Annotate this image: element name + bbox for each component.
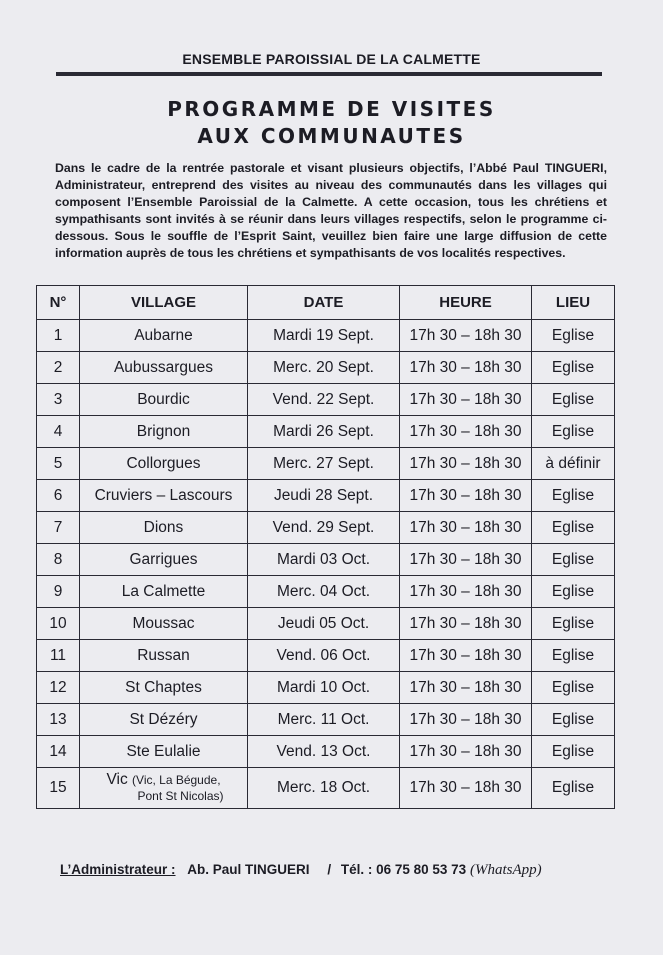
- table-row: [37, 352, 615, 384]
- table-row: [37, 544, 615, 576]
- header-number: N°: [37, 286, 80, 320]
- table-row: [37, 448, 615, 480]
- cell-lieu: Eglise: [532, 576, 615, 608]
- village-note: Pont St Nicolas): [137, 789, 224, 803]
- table-row: [37, 768, 615, 809]
- cell-date: Mardi 10 Oct.: [248, 672, 400, 704]
- cell-village: Aubarne: [80, 320, 248, 352]
- cell-lieu: Eglise: [532, 608, 615, 640]
- cell-village: Dions: [80, 512, 248, 544]
- header-village: VILLAGE: [80, 286, 248, 320]
- cell-date: Merc. 20 Sept.: [248, 352, 400, 384]
- table-row: [37, 416, 615, 448]
- footer-signature: [60, 862, 620, 879]
- village-name: Vic: [106, 771, 128, 788]
- table-row: [37, 512, 615, 544]
- cell-number: 2: [37, 352, 80, 384]
- parish-header: ENSEMBLE PAROISSIAL DE LA CALMETTE: [182, 51, 481, 67]
- cell-village: Brignon: [80, 416, 248, 448]
- cell-lieu: Eglise: [532, 768, 615, 809]
- cell-number: 3: [37, 384, 80, 416]
- cell-lieu: à définir: [532, 448, 615, 480]
- cell-date: Mardi 26 Sept.: [248, 416, 400, 448]
- administrator-name: Ab. Paul TINGUERI: [187, 862, 310, 877]
- cell-lieu: Eglise: [532, 640, 615, 672]
- cell-lieu: Eglise: [532, 736, 615, 768]
- cell-date: Mardi 03 Oct.: [248, 544, 400, 576]
- cell-date: Merc. 04 Oct.: [248, 576, 400, 608]
- cell-heure: 17h 30 – 18h 30: [400, 384, 532, 416]
- cell-date: Merc. 18 Oct.: [248, 768, 400, 809]
- cell-heure: 17h 30 – 18h 30: [400, 576, 532, 608]
- village-note: (Vic, La Bégude,: [132, 773, 221, 787]
- cell-number: 6: [37, 480, 80, 512]
- cell-village: Ste Eulalie: [80, 736, 248, 768]
- cell-date: Jeudi 05 Oct.: [248, 608, 400, 640]
- cell-date: Vend. 22 Sept.: [248, 384, 400, 416]
- cell-heure: 17h 30 – 18h 30: [400, 736, 532, 768]
- cell-lieu: Eglise: [532, 320, 615, 352]
- cell-number: 5: [37, 448, 80, 480]
- table-row: [37, 704, 615, 736]
- title-line-1: PROGRAMME DE VISITES: [167, 97, 496, 121]
- cell-number: 7: [37, 512, 80, 544]
- cell-village: Collorgues: [80, 448, 248, 480]
- header-date: DATE: [248, 286, 400, 320]
- header-heure: HEURE: [400, 286, 532, 320]
- cell-lieu: Eglise: [532, 512, 615, 544]
- cell-lieu: Eglise: [532, 672, 615, 704]
- cell-heure: 17h 30 – 18h 30: [400, 768, 532, 809]
- cell-date: Vend. 29 Sept.: [248, 512, 400, 544]
- cell-heure: 17h 30 – 18h 30: [400, 352, 532, 384]
- cell-date: Jeudi 28 Sept.: [248, 480, 400, 512]
- table-row: [37, 384, 615, 416]
- cell-number: 15: [37, 768, 80, 809]
- phone-number: Tél. : 06 75 80 53 73: [340, 862, 467, 877]
- cell-village: Aubussargues: [80, 352, 248, 384]
- table-row: [37, 320, 615, 352]
- cell-village: Cruviers – Lascours: [80, 480, 248, 512]
- cell-heure: 17h 30 – 18h 30: [400, 608, 532, 640]
- cell-village: Russan: [80, 640, 248, 672]
- header-rule: [56, 72, 602, 76]
- cell-lieu: Eglise: [532, 416, 615, 448]
- cell-heure: 17h 30 – 18h 30: [400, 448, 532, 480]
- cell-village: St Dézéry: [80, 704, 248, 736]
- cell-lieu: Eglise: [532, 480, 615, 512]
- cell-number: 11: [37, 640, 80, 672]
- cell-village: La Calmette: [80, 576, 248, 608]
- intro-paragraph: Dans le cadre de la rentrée pastorale et visant plusieurs objectifs, l’Abbé Paul TINGUERI, Administrateur, entreprend des visites au niveau des communautés dans les villages qui composent l’Ensemble Paroissial de la Calmette. A cette occasion, tous les chrétiens et sympathisants sont invités à se réunir dans leurs villages respectifs, selon le programme ci-dessous. Sous le souffle de l’Esprit Saint, veuillez bien faire une large diffusion de cette information auprès de tous les chrétiens et sympathisants de vos localités respectives.: [55, 161, 607, 260]
- cell-lieu: Eglise: [532, 704, 615, 736]
- cell-heure: 17h 30 – 18h 30: [400, 544, 532, 576]
- table-row: [37, 480, 615, 512]
- cell-village: Garrigues: [80, 544, 248, 576]
- header-lieu: LIEU: [532, 286, 615, 320]
- cell-heure: 17h 30 – 18h 30: [400, 512, 532, 544]
- cell-number: 1: [37, 320, 80, 352]
- table-row: [37, 608, 615, 640]
- table-row: [37, 576, 615, 608]
- cell-number: 8: [37, 544, 80, 576]
- cell-lieu: Eglise: [532, 352, 615, 384]
- cell-number: 10: [37, 608, 80, 640]
- cell-date: Vend. 13 Oct.: [248, 736, 400, 768]
- cell-heure: 17h 30 – 18h 30: [400, 416, 532, 448]
- visit-schedule-table: [36, 285, 615, 809]
- cell-village: St Chaptes: [80, 672, 248, 704]
- cell-heure: 17h 30 – 18h 30: [400, 672, 532, 704]
- cell-lieu: Eglise: [532, 544, 615, 576]
- table-row: [37, 736, 615, 768]
- cell-heure: 17h 30 – 18h 30: [400, 704, 532, 736]
- cell-village: Bourdic: [80, 384, 248, 416]
- cell-heure: 17h 30 – 18h 30: [400, 640, 532, 672]
- cell-number: 12: [37, 672, 80, 704]
- cell-lieu: Eglise: [532, 384, 615, 416]
- table-row: [37, 672, 615, 704]
- cell-number: 13: [37, 704, 80, 736]
- cell-number: 9: [37, 576, 80, 608]
- title-line-2: AUX COMMUNAUTES: [197, 124, 466, 148]
- cell-date: Mardi 19 Sept.: [248, 320, 400, 352]
- whatsapp-note: (WhatsApp): [469, 862, 542, 878]
- footer-separator: /: [327, 862, 332, 877]
- cell-heure: 17h 30 – 18h 30: [400, 480, 532, 512]
- cell-number: 4: [37, 416, 80, 448]
- cell-village: Moussac: [80, 608, 248, 640]
- cell-date: Vend. 06 Oct.: [248, 640, 400, 672]
- cell-date: Merc. 27 Sept.: [248, 448, 400, 480]
- administrator-label: L’Administrateur :: [60, 862, 176, 877]
- table-row: [37, 640, 615, 672]
- cell-number: 14: [37, 736, 80, 768]
- table-header-row: [37, 286, 615, 320]
- document-title: [0, 96, 663, 150]
- cell-date: Merc. 11 Oct.: [248, 704, 400, 736]
- cell-heure: 17h 30 – 18h 30: [400, 320, 532, 352]
- cell-village: [80, 768, 248, 809]
